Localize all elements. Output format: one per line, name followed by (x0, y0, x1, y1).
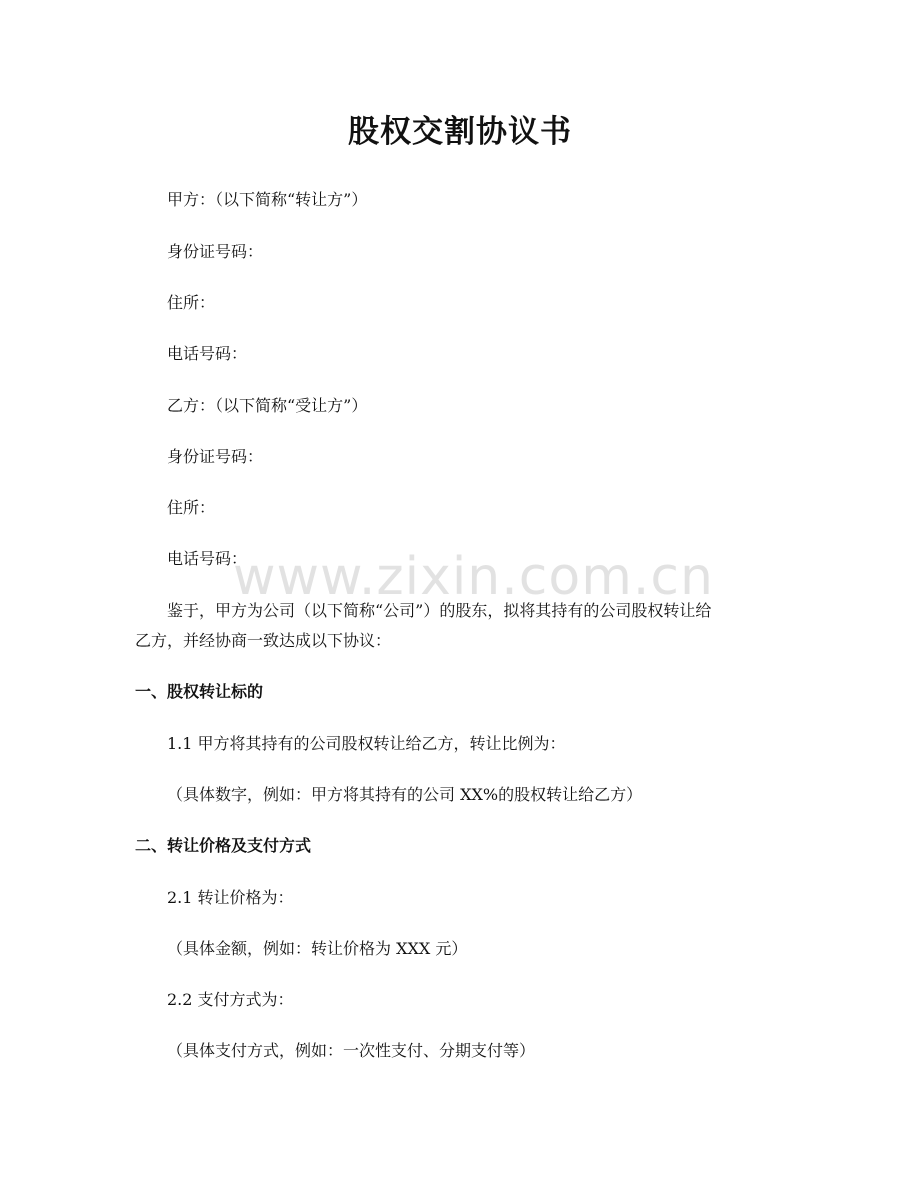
watermark: www.zixin.com.cn (233, 547, 714, 607)
party-a-address-label: 住所： (167, 293, 216, 312)
document-title: 股权交割协议书 (348, 114, 572, 150)
section-heading-1: 一、股权转让标的 (135, 682, 264, 701)
clause-1-1: 1.1 甲方将其持有的公司股权转让给乙方，转让比例为： (167, 734, 566, 753)
clause-2-1-example: （具体金额，例如：转让价格为 XXX 元） (167, 939, 468, 958)
party-a-label: 甲方：（以下简称“转让方”） (167, 190, 368, 209)
clause-2-2: 2.2 支付方式为： (167, 990, 294, 1009)
party-b-id-label: 身份证号码： (167, 447, 264, 466)
section-heading-2: 二、转让价格及支付方式 (135, 836, 312, 855)
party-a-phone-label: 电话号码： (167, 344, 248, 363)
clause-2-2-example: （具体支付方式，例如：一次性支付、分期支付等） (167, 1041, 536, 1060)
recital-line-1: 鉴于，甲方为公司（以下简称“公司”）的股东，拟将其持有的公司股权转让给 (167, 601, 712, 620)
party-b-address-label: 住所： (167, 498, 216, 517)
clause-2-1: 2.1 转让价格为： (167, 888, 294, 907)
party-b-phone-label: 电话号码： (167, 549, 248, 568)
party-a-id-label: 身份证号码： (167, 242, 264, 261)
party-b-label: 乙方：（以下简称“受让方”） (167, 396, 368, 415)
clause-1-1-example: （具体数字，例如：甲方将其持有的公司 XX%的股权转让给乙方） (167, 785, 643, 804)
recital-line-2: 乙方，并经协商一致达成以下协议： (135, 631, 392, 650)
